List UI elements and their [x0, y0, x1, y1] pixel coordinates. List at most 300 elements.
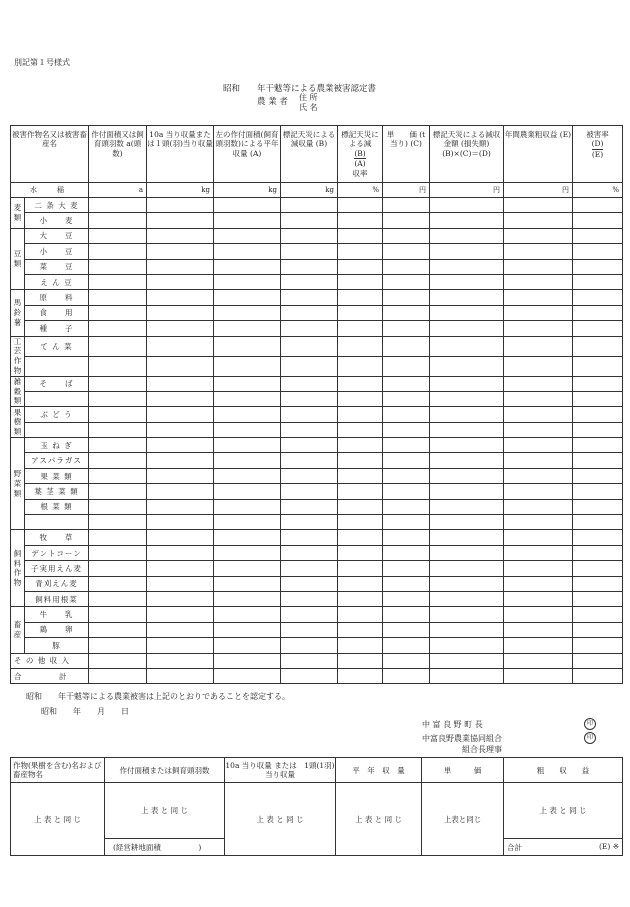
data-cell[interactable]	[383, 213, 430, 228]
data-cell[interactable]	[89, 274, 147, 289]
data-cell[interactable]	[281, 438, 338, 453]
data-cell[interactable]	[281, 515, 338, 530]
data-cell[interactable]	[214, 561, 281, 576]
data-cell[interactable]	[214, 376, 281, 391]
data-cell[interactable]	[214, 576, 281, 591]
data-cell[interactable]	[430, 213, 504, 228]
data-cell[interactable]	[383, 274, 430, 289]
data-cell[interactable]	[214, 453, 281, 468]
data-cell[interactable]	[214, 356, 281, 376]
header-crop: 被害作物名又は被害畜産名	[11, 126, 89, 183]
data-cell[interactable]	[430, 468, 504, 483]
data-cell[interactable]	[89, 259, 147, 274]
data-cell[interactable]	[383, 305, 430, 320]
data-cell[interactable]	[89, 438, 147, 453]
data-cell[interactable]	[89, 198, 147, 213]
data-cell[interactable]	[504, 530, 573, 545]
data-cell[interactable]	[430, 376, 504, 391]
data-cell[interactable]	[573, 561, 623, 576]
bottom-cell-normal: 上 表 と 同 じ	[336, 783, 422, 856]
data-cell[interactable]	[281, 407, 338, 422]
data-cell[interactable]	[573, 484, 623, 499]
data-cell[interactable]	[338, 561, 383, 576]
data-cell[interactable]	[89, 515, 147, 530]
data-cell[interactable]	[147, 376, 214, 391]
data-cell[interactable]	[430, 391, 504, 406]
data-cell[interactable]	[430, 336, 504, 356]
data-cell[interactable]	[504, 484, 573, 499]
data-cell[interactable]	[430, 198, 504, 213]
data-cell[interactable]	[89, 484, 147, 499]
data-cell[interactable]	[338, 607, 383, 622]
data-cell[interactable]	[504, 259, 573, 274]
data-cell[interactable]	[147, 530, 214, 545]
data-cell[interactable]	[383, 244, 430, 259]
data-cell[interactable]	[383, 561, 430, 576]
data-cell[interactable]	[383, 530, 430, 545]
data-cell[interactable]	[281, 453, 338, 468]
data-cell[interactable]	[214, 391, 281, 406]
data-cell[interactable]	[430, 484, 504, 499]
data-cell[interactable]	[214, 499, 281, 514]
data-cell[interactable]	[573, 391, 623, 406]
data-cell[interactable]	[504, 438, 573, 453]
data-cell[interactable]	[147, 499, 214, 514]
data-cell[interactable]	[147, 274, 214, 289]
data-cell[interactable]	[383, 376, 430, 391]
data-cell[interactable]	[504, 607, 573, 622]
data-cell[interactable]	[147, 515, 214, 530]
data-cell[interactable]	[430, 228, 504, 243]
data-cell[interactable]	[430, 499, 504, 514]
data-cell[interactable]	[147, 576, 214, 591]
data-cell[interactable]	[89, 561, 147, 576]
data-cell[interactable]	[89, 228, 147, 243]
data-cell[interactable]	[147, 438, 214, 453]
data-cell[interactable]	[573, 468, 623, 483]
data-cell[interactable]	[430, 438, 504, 453]
data-cell[interactable]	[214, 228, 281, 243]
data-cell[interactable]	[338, 356, 383, 376]
data-cell[interactable]	[504, 545, 573, 560]
data-cell[interactable]	[573, 407, 623, 422]
data-cell[interactable]	[281, 576, 338, 591]
data-cell[interactable]	[147, 638, 214, 653]
data-cell[interactable]	[573, 422, 623, 437]
table-row	[11, 407, 623, 422]
data-cell[interactable]	[573, 356, 623, 376]
data-cell[interactable]	[147, 407, 214, 422]
data-cell[interactable]	[573, 198, 623, 213]
data-cell[interactable]	[89, 530, 147, 545]
data-cell[interactable]	[430, 356, 504, 376]
bottom-header-area: 作付面積または飼育頭羽数	[105, 758, 225, 783]
data-cell[interactable]	[338, 244, 383, 259]
data-cell[interactable]	[504, 453, 573, 468]
data-cell[interactable]	[573, 376, 623, 391]
data-cell[interactable]	[214, 198, 281, 213]
data-cell[interactable]	[281, 244, 338, 259]
frac-b: (B)	[354, 148, 366, 158]
data-cell[interactable]	[338, 391, 383, 406]
data-cell[interactable]	[147, 622, 214, 637]
data-cell[interactable]	[281, 336, 338, 356]
data-cell[interactable]	[281, 259, 338, 274]
header-area: 作付面積又は飼育頭羽数 a(頭数)	[89, 126, 147, 183]
data-cell[interactable]	[573, 653, 623, 668]
data-cell[interactable]	[430, 607, 504, 622]
data-cell[interactable]	[573, 321, 623, 336]
data-cell[interactable]	[504, 336, 573, 356]
data-cell[interactable]	[383, 622, 430, 637]
data-cell[interactable]	[338, 638, 383, 653]
data-cell[interactable]	[89, 545, 147, 560]
data-cell[interactable]	[147, 290, 214, 305]
data-cell[interactable]	[281, 591, 338, 606]
category-label: 野 菜 類	[11, 438, 25, 530]
data-cell[interactable]	[89, 244, 147, 259]
data-cell[interactable]	[338, 407, 383, 422]
document-title: 昭和 年干魃等による農業被害認定書	[223, 84, 377, 94]
data-cell[interactable]	[147, 198, 214, 213]
data-cell[interactable]	[338, 468, 383, 483]
data-cell[interactable]	[573, 290, 623, 305]
table-row	[11, 321, 623, 336]
data-cell[interactable]	[281, 290, 338, 305]
data-cell[interactable]	[338, 576, 383, 591]
data-cell[interactable]	[214, 213, 281, 228]
data-cell[interactable]	[573, 438, 623, 453]
data-cell[interactable]	[214, 545, 281, 560]
data-cell[interactable]	[573, 499, 623, 514]
data-cell[interactable]	[281, 484, 338, 499]
data-cell[interactable]	[573, 576, 623, 591]
data-cell[interactable]	[338, 484, 383, 499]
data-cell[interactable]	[147, 453, 214, 468]
data-cell[interactable]	[430, 305, 504, 320]
header-loss-rate	[338, 126, 383, 183]
data-cell[interactable]	[573, 515, 623, 530]
data-cell[interactable]	[281, 499, 338, 514]
data-cell[interactable]	[214, 515, 281, 530]
data-cell[interactable]	[430, 530, 504, 545]
data-cell[interactable]	[504, 561, 573, 576]
data-cell[interactable]	[573, 591, 623, 606]
data-cell[interactable]	[383, 336, 430, 356]
data-cell[interactable]	[430, 515, 504, 530]
data-cell[interactable]	[147, 305, 214, 320]
data-cell[interactable]	[147, 228, 214, 243]
data-cell[interactable]	[383, 290, 430, 305]
data-cell[interactable]	[383, 422, 430, 437]
bottom-cell-area: 上 表 と 同 じ	[105, 783, 225, 839]
data-cell[interactable]	[147, 484, 214, 499]
date-line: 昭和 年 月 日	[41, 707, 129, 716]
data-cell[interactable]	[573, 545, 623, 560]
data-cell[interactable]	[504, 591, 573, 606]
data-cell[interactable]	[338, 530, 383, 545]
data-cell[interactable]	[573, 336, 623, 356]
data-cell[interactable]	[383, 321, 430, 336]
data-cell[interactable]	[504, 321, 573, 336]
data-cell[interactable]	[147, 591, 214, 606]
data-cell[interactable]	[504, 274, 573, 289]
data-cell[interactable]	[89, 356, 147, 376]
data-cell[interactable]	[338, 228, 383, 243]
loss-rate-text: 標記天災による減	[341, 130, 379, 149]
data-cell[interactable]	[338, 515, 383, 530]
data-cell[interactable]	[214, 438, 281, 453]
certify-text: 昭和 年干魃等による農業被害は上記のとおりであることを認定する。	[26, 692, 290, 701]
data-cell[interactable]	[430, 321, 504, 336]
data-cell[interactable]	[504, 376, 573, 391]
data-cell[interactable]	[573, 259, 623, 274]
data-cell[interactable]	[147, 607, 214, 622]
data-cell[interactable]	[573, 244, 623, 259]
data-cell[interactable]	[504, 391, 573, 406]
data-cell[interactable]	[338, 290, 383, 305]
data-cell[interactable]	[504, 622, 573, 637]
data-cell[interactable]	[383, 515, 430, 530]
arable-area-note: (経営耕地面積 )	[105, 839, 225, 856]
data-cell[interactable]	[338, 422, 383, 437]
data-cell[interactable]	[214, 290, 281, 305]
data-cell[interactable]	[383, 638, 430, 653]
header-annual-income: 年間農業粗収益 (E)	[504, 126, 573, 183]
data-cell[interactable]	[383, 391, 430, 406]
data-cell[interactable]	[383, 499, 430, 514]
header-disaster-yield: 標記天災による減収量 (B)	[281, 126, 338, 183]
crop-name: 大 豆	[25, 228, 89, 243]
data-cell[interactable]	[147, 336, 214, 356]
data-cell[interactable]	[338, 213, 383, 228]
data-cell[interactable]	[338, 438, 383, 453]
data-cell[interactable]	[338, 376, 383, 391]
data-cell[interactable]	[383, 259, 430, 274]
table-row	[11, 213, 623, 228]
data-cell[interactable]	[430, 407, 504, 422]
data-cell[interactable]	[89, 305, 147, 320]
data-cell[interactable]	[281, 198, 338, 213]
data-cell[interactable]	[214, 274, 281, 289]
data-cell[interactable]	[430, 622, 504, 637]
data-cell[interactable]	[147, 259, 214, 274]
data-cell[interactable]	[147, 422, 214, 437]
data-cell[interactable]	[89, 422, 147, 437]
data-cell[interactable]	[504, 422, 573, 437]
table-row	[11, 530, 623, 545]
bottom-cell-price: 上表と同じ	[422, 783, 504, 856]
data-cell[interactable]	[89, 376, 147, 391]
data-cell[interactable]	[383, 484, 430, 499]
data-cell[interactable]	[573, 213, 623, 228]
data-cell[interactable]	[338, 591, 383, 606]
data-cell[interactable]	[147, 468, 214, 483]
table-row	[11, 356, 623, 376]
data-cell[interactable]	[504, 499, 573, 514]
data-cell[interactable]	[504, 213, 573, 228]
data-cell[interactable]	[504, 305, 573, 320]
data-cell[interactable]	[573, 305, 623, 320]
data-cell[interactable]	[89, 407, 147, 422]
data-cell[interactable]	[383, 607, 430, 622]
crop-name: 食 用	[25, 305, 89, 320]
data-cell[interactable]	[573, 668, 623, 683]
data-cell[interactable]	[147, 321, 214, 336]
data-cell[interactable]	[89, 321, 147, 336]
data-cell[interactable]	[338, 305, 383, 320]
data-cell[interactable]	[214, 422, 281, 437]
data-cell[interactable]	[281, 321, 338, 336]
data-cell[interactable]	[214, 407, 281, 422]
data-cell[interactable]	[147, 244, 214, 259]
data-cell[interactable]	[338, 453, 383, 468]
data-cell[interactable]	[281, 356, 338, 376]
data-cell[interactable]	[504, 515, 573, 530]
data-cell[interactable]	[383, 468, 430, 483]
crop-name	[25, 356, 89, 376]
data-cell[interactable]	[383, 407, 430, 422]
bottom-header-income: 粗 収 益	[504, 758, 623, 783]
data-cell[interactable]	[281, 228, 338, 243]
data-cell[interactable]	[89, 591, 147, 606]
data-cell[interactable]	[89, 468, 147, 483]
data-cell[interactable]	[214, 305, 281, 320]
data-cell[interactable]	[281, 376, 338, 391]
data-cell[interactable]	[573, 530, 623, 545]
data-cell[interactable]	[281, 607, 338, 622]
data-cell[interactable]	[89, 607, 147, 622]
data-cell[interactable]	[147, 391, 214, 406]
data-cell[interactable]	[89, 391, 147, 406]
data-cell[interactable]	[214, 530, 281, 545]
total-label: 合 計	[11, 668, 89, 683]
data-cell[interactable]	[383, 453, 430, 468]
data-cell[interactable]	[383, 228, 430, 243]
data-cell[interactable]	[89, 499, 147, 514]
data-cell[interactable]	[338, 259, 383, 274]
data-cell[interactable]	[430, 561, 504, 576]
data-cell[interactable]	[383, 198, 430, 213]
data-cell[interactable]	[147, 356, 214, 376]
data-cell[interactable]	[281, 274, 338, 289]
crop-name: 原 料	[25, 290, 89, 305]
data-cell[interactable]	[430, 591, 504, 606]
data-cell[interactable]	[504, 468, 573, 483]
data-cell[interactable]	[281, 638, 338, 653]
data-cell[interactable]	[214, 591, 281, 606]
data-cell[interactable]	[338, 622, 383, 637]
data-cell[interactable]	[281, 213, 338, 228]
data-cell[interactable]	[214, 484, 281, 499]
data-cell[interactable]	[430, 259, 504, 274]
unit-normal: kg	[214, 183, 281, 198]
data-cell[interactable]	[573, 607, 623, 622]
data-cell[interactable]	[89, 622, 147, 637]
data-cell[interactable]	[504, 638, 573, 653]
data-cell[interactable]	[383, 356, 430, 376]
data-cell[interactable]	[430, 422, 504, 437]
data-cell[interactable]	[504, 290, 573, 305]
data-cell[interactable]	[430, 290, 504, 305]
data-cell[interactable]	[338, 198, 383, 213]
data-cell[interactable]	[281, 530, 338, 545]
table-row	[11, 198, 623, 213]
data-cell[interactable]	[214, 607, 281, 622]
bottom-header-crop: 作物(果樹を含む)名および畜産物名	[11, 758, 105, 783]
data-cell[interactable]	[214, 638, 281, 653]
data-cell[interactable]	[214, 244, 281, 259]
data-cell[interactable]	[281, 422, 338, 437]
unit-damage: %	[573, 183, 623, 198]
data-cell[interactable]	[573, 453, 623, 468]
data-cell[interactable]	[214, 321, 281, 336]
data-cell[interactable]	[338, 336, 383, 356]
data-cell[interactable]	[147, 561, 214, 576]
data-cell[interactable]	[430, 453, 504, 468]
data-cell[interactable]	[281, 468, 338, 483]
data-cell[interactable]	[430, 545, 504, 560]
data-cell[interactable]	[89, 638, 147, 653]
data-cell[interactable]	[430, 274, 504, 289]
data-cell[interactable]	[214, 622, 281, 637]
data-cell[interactable]	[147, 545, 214, 560]
data-cell[interactable]	[338, 499, 383, 514]
data-cell[interactable]	[89, 290, 147, 305]
crop-name: 青刈えん麦	[25, 576, 89, 591]
total-income-label: 合計	[507, 842, 522, 852]
data-cell[interactable]	[281, 305, 338, 320]
data-cell[interactable]	[89, 576, 147, 591]
data-cell[interactable]	[338, 274, 383, 289]
data-cell[interactable]	[573, 622, 623, 637]
table-row	[11, 515, 623, 530]
data-cell[interactable]	[281, 391, 338, 406]
data-cell[interactable]	[214, 259, 281, 274]
data-cell[interactable]	[504, 244, 573, 259]
data-cell[interactable]	[504, 198, 573, 213]
data-cell[interactable]	[338, 321, 383, 336]
data-cell[interactable]	[430, 638, 504, 653]
data-cell[interactable]	[573, 638, 623, 653]
data-cell[interactable]	[573, 228, 623, 243]
data-cell[interactable]	[89, 336, 147, 356]
data-cell[interactable]	[383, 438, 430, 453]
frac-d: (D)	[591, 139, 604, 149]
data-cell[interactable]	[281, 561, 338, 576]
crop-name: 豚	[25, 638, 89, 653]
data-cell[interactable]	[214, 336, 281, 356]
data-cell[interactable]	[89, 453, 147, 468]
data-cell[interactable]	[281, 545, 338, 560]
data-cell[interactable]	[281, 622, 338, 637]
data-cell[interactable]	[214, 468, 281, 483]
data-cell[interactable]	[430, 576, 504, 591]
data-cell[interactable]	[383, 591, 430, 606]
data-cell[interactable]	[89, 213, 147, 228]
data-cell[interactable]	[504, 356, 573, 376]
data-cell[interactable]	[147, 213, 214, 228]
data-cell[interactable]	[383, 576, 430, 591]
data-cell[interactable]	[504, 576, 573, 591]
data-cell[interactable]	[338, 545, 383, 560]
data-cell[interactable]	[504, 228, 573, 243]
data-cell[interactable]	[504, 407, 573, 422]
damage-table	[10, 125, 623, 684]
data-cell[interactable]	[430, 244, 504, 259]
data-cell[interactable]	[573, 274, 623, 289]
data-cell[interactable]	[383, 545, 430, 560]
